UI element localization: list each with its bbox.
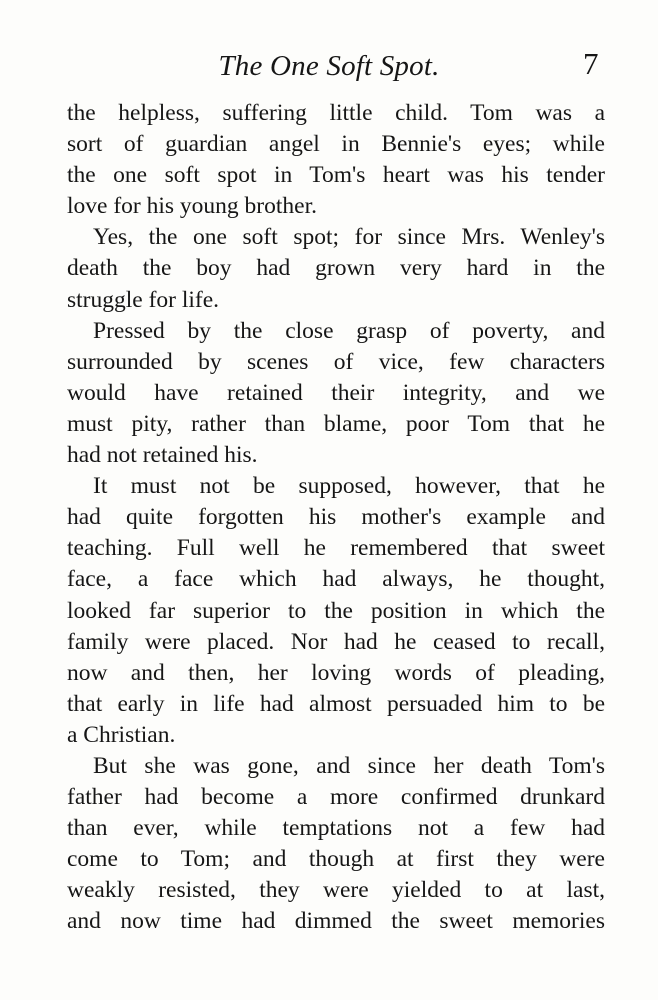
text-line: the one soft spot in Tom's heart was his tender [67, 162, 605, 189]
page-number: 7 [583, 46, 599, 81]
text-line: come to Tom; and though at first they were [67, 846, 605, 873]
text-line: sort of guardian angel in Bennie's eyes; while [67, 131, 605, 158]
text-line: must pity, rather than blame, poor Tom that he [67, 410, 605, 437]
text-line: looked far superior to the position in which the [67, 597, 605, 624]
text-line: Yes, the one soft spot; for since Mrs. Wenley's [93, 224, 605, 251]
text-line: love for his young brother. [67, 193, 317, 220]
text-line: teaching. Full well he remembered that sweet [67, 535, 605, 562]
text-line: had not retained his. [67, 442, 258, 469]
text-line: But she was gone, and since her death Tom's [93, 752, 605, 779]
text-line: a Christian. [67, 721, 176, 748]
text-line: death the boy had grown very hard in the [67, 255, 605, 282]
text-line: the helpless, suffering little child. Tom was a [67, 100, 605, 126]
text-line: family were placed. Nor had he ceased to recall, [67, 628, 605, 655]
text-line: Pressed by the close grasp of poverty, and [93, 317, 605, 344]
text-line: surrounded by scenes of vice, few characters [67, 348, 605, 375]
text-line: It must not be supposed, however, that he [93, 473, 605, 500]
paragraph [67, 471, 605, 751]
text-line: struggle for life. [67, 286, 220, 313]
text-line: weakly resisted, they were yielded to at last, [67, 877, 605, 904]
running-head [0, 46, 658, 86]
paragraph [67, 751, 605, 938]
text-line: had quite forgotten his mother's example and [67, 504, 605, 531]
paragraph [67, 316, 605, 471]
paragraph [67, 222, 605, 315]
text-line: face, a face which had always, he thought, [67, 566, 605, 593]
text-line: and now time had dimmed the sweet memories [67, 908, 605, 935]
text-line: father had become a more confirmed drunkard [67, 784, 605, 811]
text-line: that early in life had almost persuaded him to be [67, 690, 605, 717]
text-line: now and then, her loving words of pleading, [67, 659, 605, 686]
paragraph [67, 98, 605, 222]
text-line: than ever, while temptations not a few had [67, 815, 605, 842]
running-title: The One Soft Spot. [218, 50, 440, 82]
text-line: would have retained their integrity, and we [67, 379, 605, 406]
body-text [67, 98, 605, 938]
